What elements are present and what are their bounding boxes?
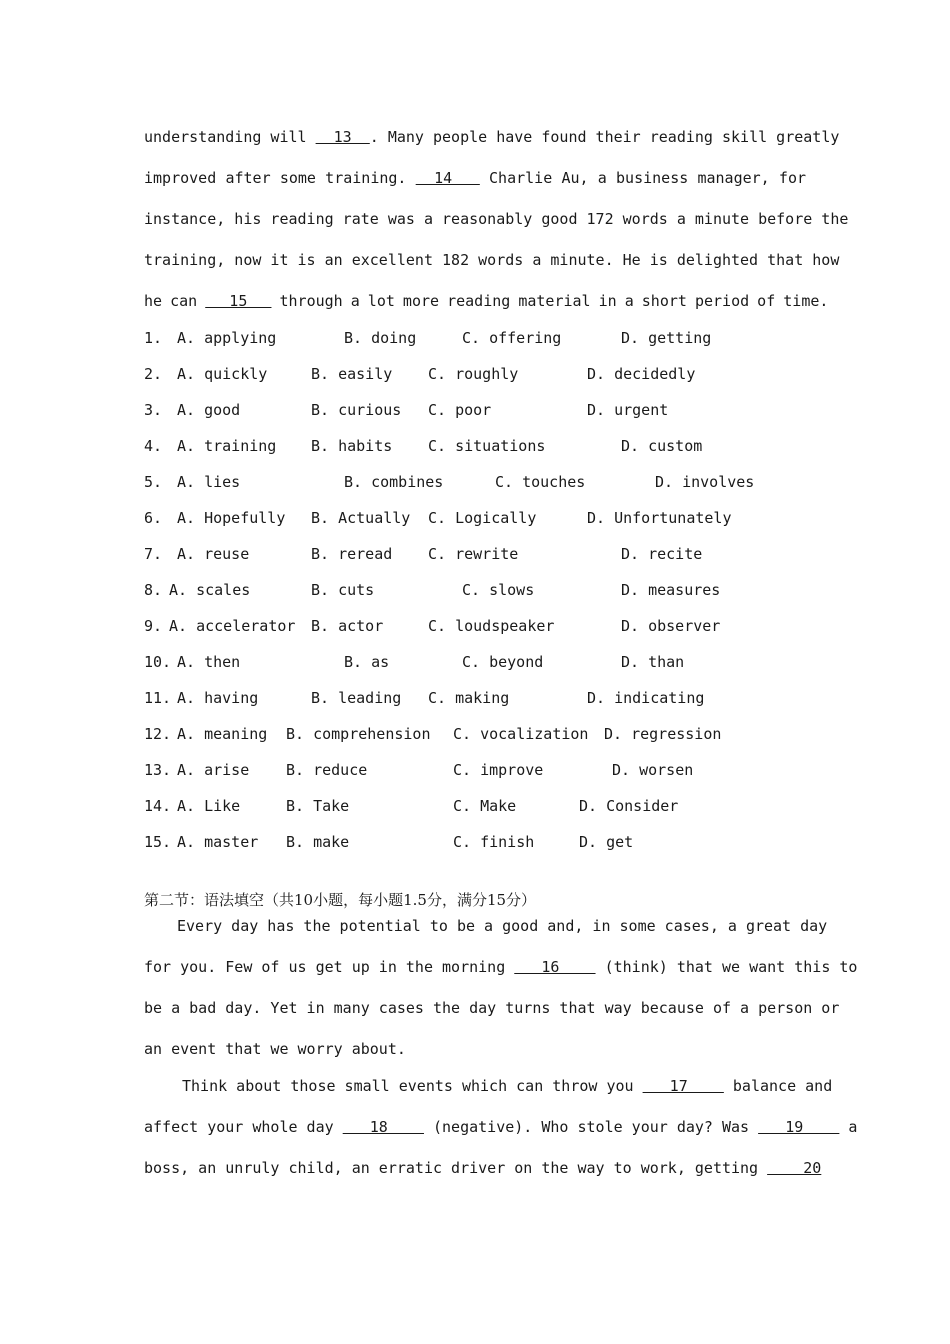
option-a: A. good bbox=[177, 401, 241, 419]
option-b: B. reread bbox=[311, 545, 393, 563]
option-c: C. touches bbox=[495, 473, 586, 491]
option-d: D. get bbox=[579, 833, 634, 851]
option-d: D. Consider bbox=[579, 797, 679, 815]
option-a: A. arise bbox=[177, 761, 250, 779]
paragraph1-line-2 bbox=[144, 957, 858, 977]
question-number: 11. bbox=[144, 689, 172, 707]
option-c: C. improve bbox=[453, 761, 544, 779]
option-a: A. having bbox=[177, 689, 259, 707]
section-heading: 第二节：语法填空（共10小题，每小题1.5分，满分15分） bbox=[144, 891, 537, 909]
option-d: D. urgent bbox=[587, 401, 669, 419]
paragraph1-line-1: Every day has the potential to be a good and, in some cases, a great day bbox=[177, 917, 828, 935]
text-segment: affect your whole day bbox=[144, 1118, 334, 1136]
option-a: A. applying bbox=[177, 329, 277, 347]
option-a: A. then bbox=[177, 653, 241, 671]
option-d: D. Unfortunately bbox=[587, 509, 732, 527]
question-number: 14. bbox=[144, 797, 172, 815]
question-number: 4. bbox=[144, 437, 163, 455]
option-c: C. making bbox=[428, 689, 510, 707]
option-a: A. training bbox=[177, 437, 277, 455]
option-a: A. master bbox=[177, 833, 259, 851]
option-b: B. reduce bbox=[286, 761, 368, 779]
option-b: B. easily bbox=[311, 365, 393, 383]
question-number: 3. bbox=[144, 401, 163, 419]
blank-19: 19 bbox=[758, 1118, 840, 1136]
option-d: D. decidedly bbox=[587, 365, 696, 383]
option-a: A. reuse bbox=[177, 545, 250, 563]
option-c: C. offering bbox=[462, 329, 562, 347]
text-segment: through a lot more reading material in a short period of time. bbox=[279, 292, 829, 310]
option-c: C. poor bbox=[428, 401, 492, 419]
option-d: D. indicating bbox=[587, 689, 705, 707]
paragraph2-line-3 bbox=[144, 1158, 822, 1178]
text-segment: for you. Few of us get up in the morning bbox=[144, 958, 506, 976]
option-a: A. scales bbox=[169, 581, 251, 599]
option-a: A. meaning bbox=[177, 725, 268, 743]
passage-line-1 bbox=[144, 127, 840, 147]
text-segment: Think about those small events which can throw you bbox=[182, 1077, 634, 1095]
option-c: C. Logically bbox=[428, 509, 537, 527]
blank-16: 16 bbox=[514, 958, 596, 976]
passage-line-3: instance, his reading rate was a reasonably good 172 words a minute before the bbox=[144, 210, 849, 228]
option-d: D. involves bbox=[655, 473, 755, 491]
question-number: 10. bbox=[144, 653, 172, 671]
option-b: B. make bbox=[286, 833, 350, 851]
question-number: 2. bbox=[144, 365, 163, 383]
option-b: B. as bbox=[344, 653, 390, 671]
option-c: C. situations bbox=[428, 437, 546, 455]
text-segment: balance and bbox=[732, 1077, 833, 1095]
option-d: D. observer bbox=[621, 617, 721, 635]
option-a: A. quickly bbox=[177, 365, 268, 383]
passage-line-2 bbox=[144, 168, 806, 188]
option-b: B. cuts bbox=[311, 581, 375, 599]
question-number: 12. bbox=[144, 725, 172, 743]
paragraph1-line-3: be a bad day. Yet in many cases the day turns that way because of a person or bbox=[144, 999, 840, 1017]
paragraph2-line-1 bbox=[182, 1076, 833, 1096]
blank-13: 13 bbox=[315, 128, 370, 146]
question-number: 8. bbox=[144, 581, 163, 599]
question-number: 1. bbox=[144, 329, 163, 347]
option-a: A. accelerator bbox=[169, 617, 296, 635]
option-a: A. Hopefully bbox=[177, 509, 286, 527]
option-d: D. recite bbox=[621, 545, 703, 563]
option-b: B. comprehension bbox=[286, 725, 431, 743]
text-segment: boss, an unruly child, an erratic driver on the way to work, getting bbox=[144, 1159, 759, 1177]
question-number: 6. bbox=[144, 509, 163, 527]
paragraph1-line-4: an event that we worry about. bbox=[144, 1040, 406, 1058]
option-a: A. Like bbox=[177, 797, 241, 815]
option-b: B. habits bbox=[311, 437, 393, 455]
passage-line-4: training, now it is an excellent 182 words a minute. He is delighted that how bbox=[144, 251, 840, 269]
paragraph2-line-2 bbox=[144, 1117, 858, 1137]
text-segment: improved after some training. bbox=[144, 169, 407, 187]
blank-15: 15 bbox=[205, 292, 272, 310]
option-d: D. worsen bbox=[612, 761, 694, 779]
option-c: C. rewrite bbox=[428, 545, 519, 563]
passage-line-5 bbox=[144, 291, 829, 311]
option-d: D. custom bbox=[621, 437, 703, 455]
option-c: C. roughly bbox=[428, 365, 519, 383]
option-c: C. loudspeaker bbox=[428, 617, 555, 635]
option-b: B. actor bbox=[311, 617, 384, 635]
text-segment: (negative). Who stole your day? Was bbox=[433, 1118, 750, 1136]
option-c: C. Make bbox=[453, 797, 517, 815]
question-number: 13. bbox=[144, 761, 172, 779]
option-c: C. slows bbox=[462, 581, 535, 599]
option-b: B. Actually bbox=[311, 509, 411, 527]
question-number: 15. bbox=[144, 833, 172, 851]
option-b: B. combines bbox=[344, 473, 444, 491]
question-number: 5. bbox=[144, 473, 163, 491]
option-d: D. regression bbox=[604, 725, 722, 743]
option-d: D. getting bbox=[621, 329, 712, 347]
blank-18: 18 bbox=[342, 1118, 424, 1136]
option-c: C. vocalization bbox=[453, 725, 589, 743]
text-segment: . Many people have found their reading skill greatly bbox=[369, 128, 840, 146]
text-segment: Charlie Au, a business manager, for bbox=[489, 169, 807, 187]
option-a: A. lies bbox=[177, 473, 241, 491]
option-b: B. doing bbox=[344, 329, 417, 347]
question-number: 9. bbox=[144, 617, 163, 635]
option-b: B. curious bbox=[311, 401, 402, 419]
question-number: 7. bbox=[144, 545, 163, 563]
option-d: D. than bbox=[621, 653, 685, 671]
option-b: B. Take bbox=[286, 797, 350, 815]
text-segment: a bbox=[848, 1118, 858, 1136]
option-b: B. leading bbox=[311, 689, 402, 707]
blank-17: 17 bbox=[642, 1077, 724, 1095]
blank-20: 20 bbox=[767, 1159, 822, 1177]
option-c: C. beyond bbox=[462, 653, 544, 671]
text-segment: understanding will bbox=[144, 128, 307, 146]
blank-14: 14 bbox=[415, 169, 480, 187]
text-segment: he can bbox=[144, 292, 198, 310]
option-c: C. finish bbox=[453, 833, 535, 851]
option-d: D. measures bbox=[621, 581, 721, 599]
text-segment: (think) that we want this to bbox=[604, 958, 858, 976]
